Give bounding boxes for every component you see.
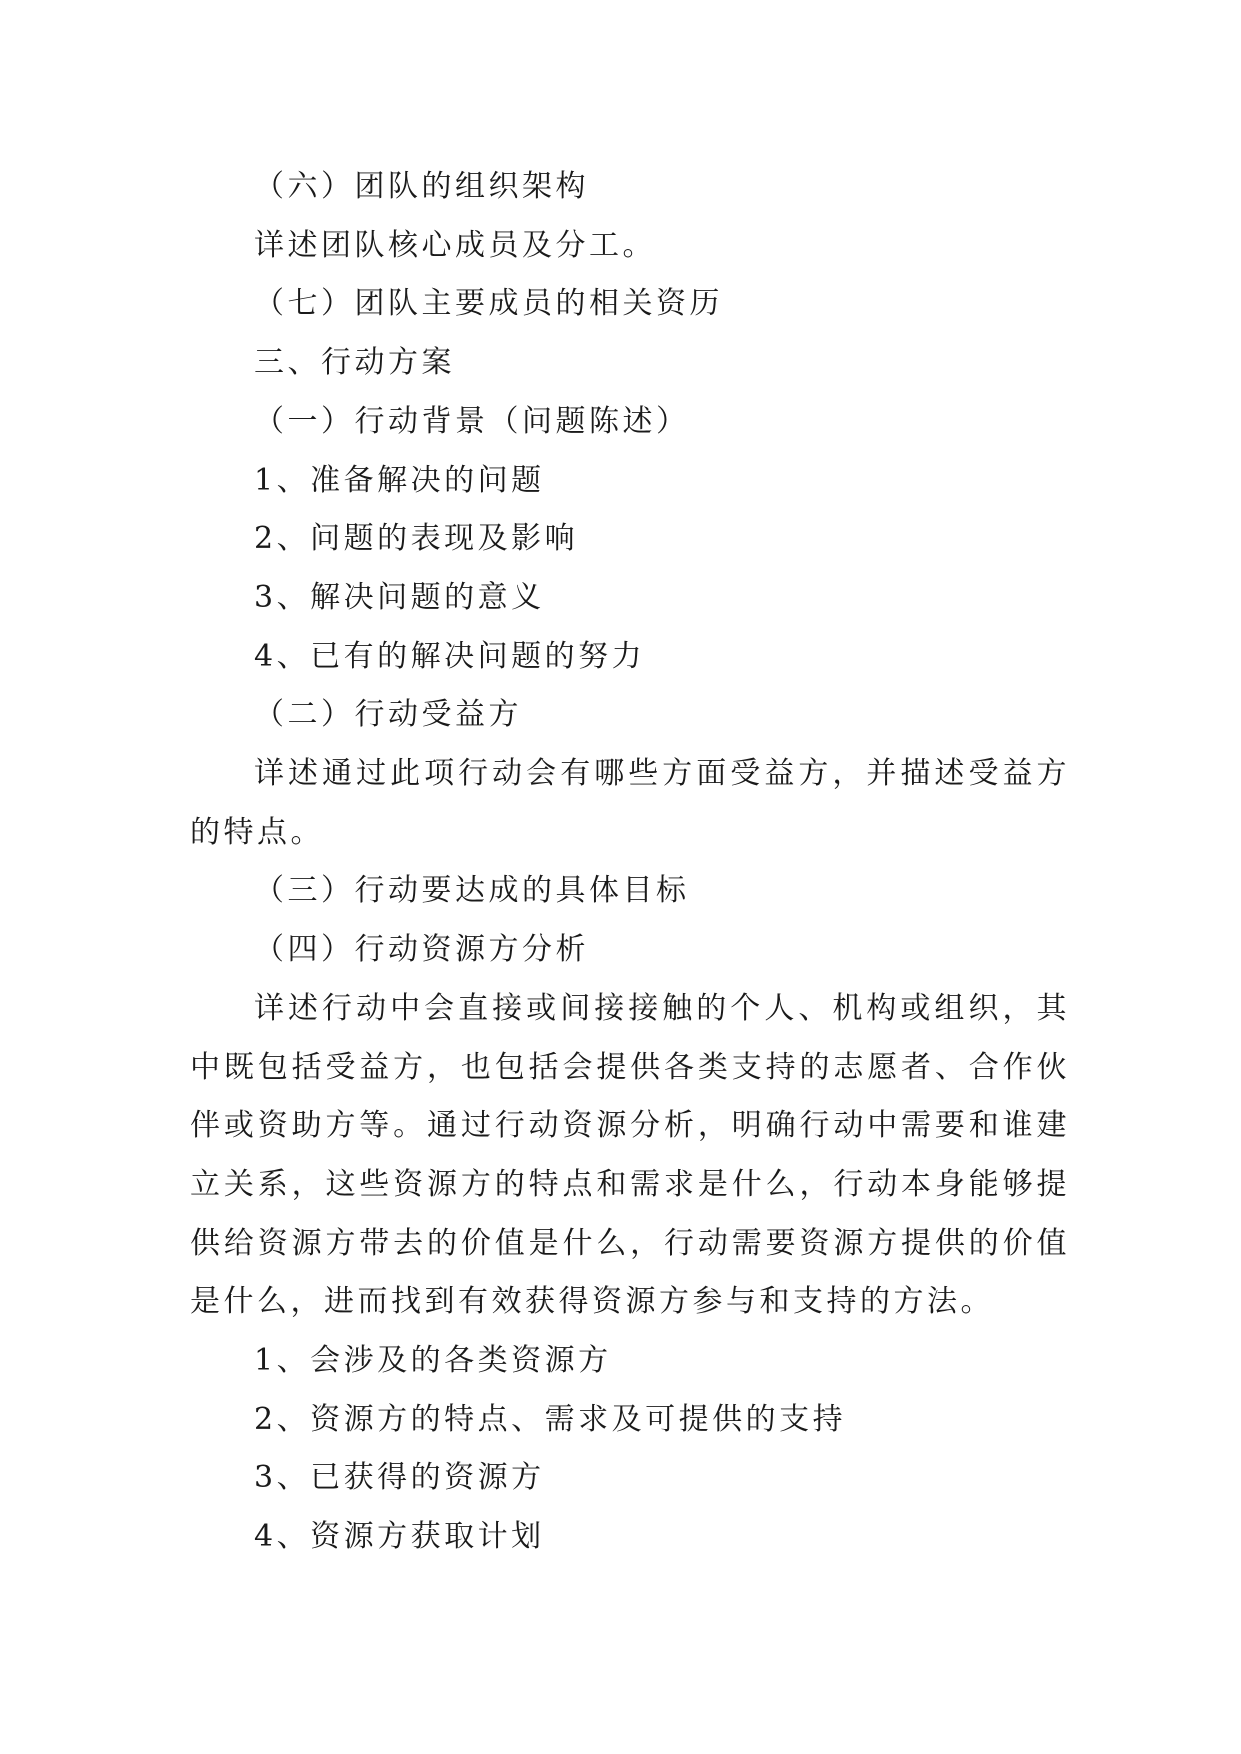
section-heading-team-structure: （六）团队的组织架构 xyxy=(254,169,589,204)
list-item-existing-efforts: 4、已有的解决问题的努力 xyxy=(254,638,646,674)
paragraph-resource-analysis: 详述行动中会直接或间接接触的个人、机构或组织，其中既包括受益方，也包括会提供各类支持的志愿者、合作伙伴或资助方等。通过行动资源分析，明确行动中需要和谁建立关系，这些资源方的特点和需求是什么，行动本身能够提供给资源方带去的价值是什么，行动需要资源方提供的价值是什么，进而找到有效获得资源方参与和支持的方法。 xyxy=(190,990,1070,1320)
section-heading-beneficiaries: （二）行动受益方 xyxy=(254,697,522,733)
list-item-resource-plan: 4、资源方获取计划 xyxy=(254,1519,545,1555)
section-heading-action-background: （一）行动背景（问题陈述） xyxy=(254,403,690,439)
paragraph-beneficiaries: 详述通过此项行动会有哪些方面受益方，并描述受益方的特点。 xyxy=(190,756,1070,850)
list-item-resource-types: 1、会涉及的各类资源方 xyxy=(254,1343,612,1379)
list-item-problem-significance: 3、解决问题的意义 xyxy=(254,579,545,615)
list-item-resource-needs: 2、资源方的特点、需求及可提供的支持 xyxy=(254,1401,847,1437)
section-heading-resource-analysis: （四）行动资源方分析 xyxy=(254,932,589,968)
section-heading-team-credentials: （七）团队主要成员的相关资历 xyxy=(254,286,723,322)
list-item-problem-to-solve: 1、准备解决的问题 xyxy=(254,462,545,498)
list-item-problem-impact: 2、问题的表现及影响 xyxy=(254,521,579,557)
chapter-heading-action-plan: 三、行动方案 xyxy=(254,345,455,381)
list-item-acquired-resources: 3、已获得的资源方 xyxy=(254,1460,545,1496)
section-heading-specific-goals: （三）行动要达成的具体目标 xyxy=(254,873,690,909)
document-body xyxy=(190,158,1070,1567)
body-text-team-members: 详述团队核心成员及分工。 xyxy=(254,227,656,263)
